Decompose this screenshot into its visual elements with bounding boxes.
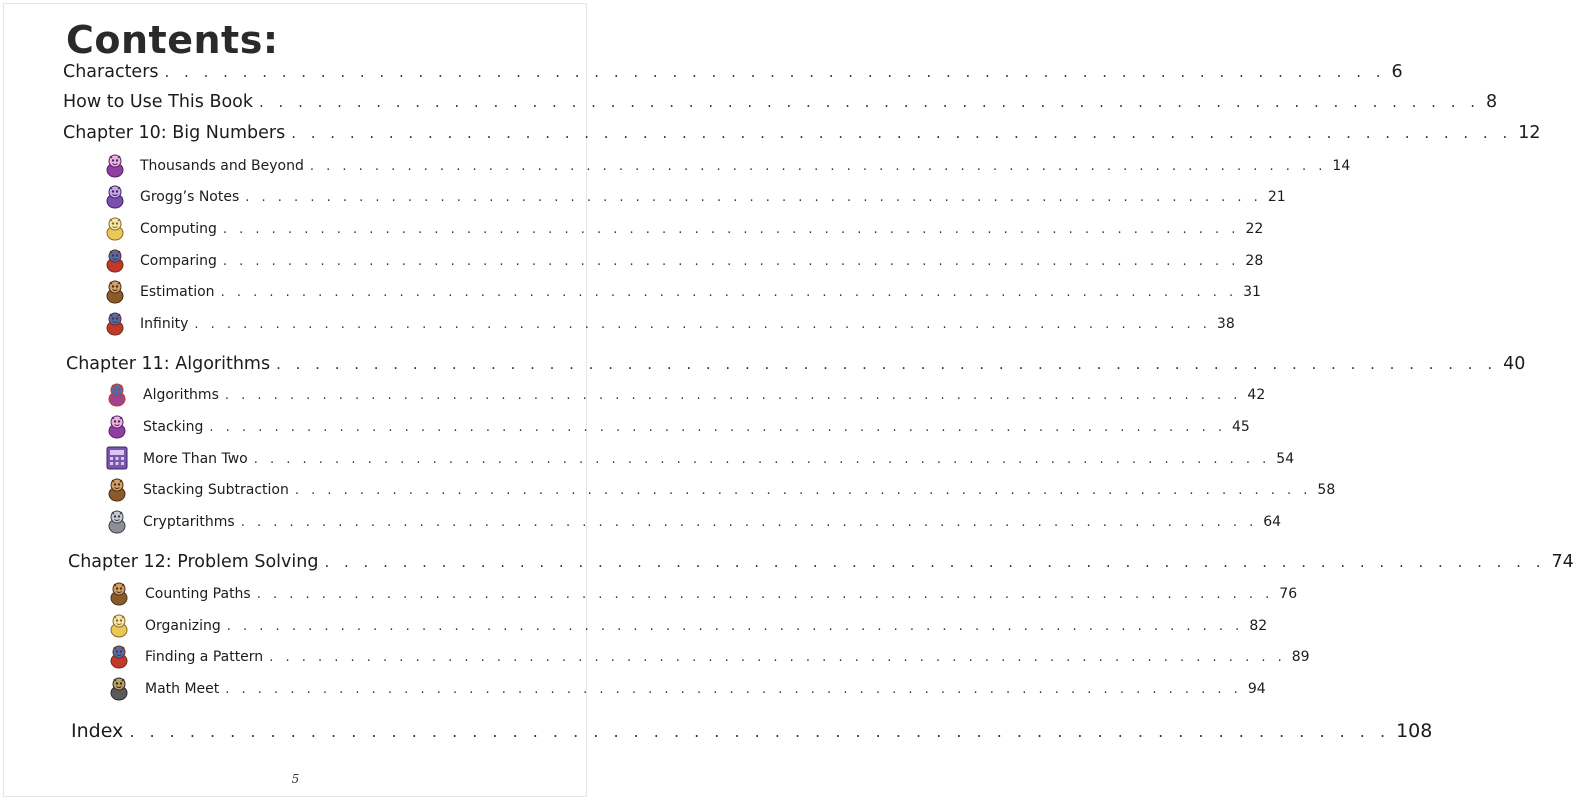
section-entry	[145, 649, 1310, 665]
leader-dots: . . . . . . . . . . . . . . . . . . . . . . . . . . . . . . . . . . . . . . . . . . . . . . . . . . . . . . . . . . . . . . .	[291, 124, 1513, 142]
leader-dots: . . . . . . . . . . . . . . . . . . . . . . . . . . . . . . . . . . . . . . . . . . . . . . . . . . . . . . . . . . . . . . .	[324, 553, 1546, 571]
section-entry	[140, 189, 1286, 205]
entry-label: Characters	[63, 62, 159, 82]
contents-title: Contents:	[66, 18, 279, 62]
section-entry	[145, 681, 1266, 697]
entry-page-number: 31	[1243, 284, 1261, 300]
entry-label: More Than Two	[143, 451, 248, 467]
monster-group-icon	[104, 381, 130, 407]
gray-creature-character-icon	[104, 508, 130, 534]
section-entry	[140, 284, 1261, 300]
toc-entry	[63, 62, 1403, 82]
brown-bear-character-icon	[106, 580, 132, 606]
section-entry	[143, 387, 1266, 403]
entry-page-number: 74	[1551, 552, 1574, 572]
entry-label: Comparing	[140, 253, 217, 269]
entry-page-number: 58	[1317, 482, 1336, 498]
section-entry	[143, 419, 1250, 435]
entry-page-number: 14	[1332, 158, 1351, 174]
entry-label: How to Use This Book	[63, 92, 254, 112]
section-entry	[140, 221, 1264, 237]
leader-dots: . . . . . . . . . . . . . . . . . . . . . . . . . . . . . . . . . . . . . . . . . . . . . . . . . . . . . . . . . . . . . . .	[222, 222, 1240, 237]
robot-character-icon	[106, 675, 132, 701]
entry-page-number: 45	[1231, 419, 1250, 435]
entry-page-number: 8	[1486, 92, 1498, 112]
section-entry	[140, 316, 1235, 332]
leader-dots: . . . . . . . . . . . . . . . . . . . . . . . . . . . . . . . . . . . . . . . . . . . . . . . . . . . . . . . . . . . . . . .	[222, 254, 1240, 269]
entry-page-number: 82	[1249, 618, 1268, 634]
leader-dots: . . . . . . . . . . . . . . . . . . . . . . . . . . . . . . . . . . . . . . . . . . . . . . . . . . . . . . . . . . . . . . .	[309, 159, 1327, 174]
leader-dots: . . . . . . . . . . . . . . . . . . . . . . . . . . . . . . . . . . . . . . . . . . . . . . . . . . . . . . . . . . . . . . .	[294, 483, 1312, 498]
entry-page-number: 108	[1396, 720, 1433, 742]
entry-label: Organizing	[145, 618, 221, 634]
leader-dots: . . . . . . . . . . . . . . . . . . . . . . . . . . . . . . . . . . . . . . . . . . . . . . . . . . . . . . . . . . . . . . .	[226, 619, 1244, 634]
entry-label: Thousands and Beyond	[140, 158, 304, 174]
leader-dots: . . . . . . . . . . . . . . . . . . . . . . . . . . . . . . . . . . . . . . . . . . . . . . . . . . . . . . . . . . . . . . .	[253, 452, 1271, 467]
leader-dots: . . . . . . . . . . . . . . . . . . . . . . . . . . . . . . . . . . . . . . . . . . . . . . . . . . . . . . . . . . . . . . .	[224, 388, 1242, 403]
chapter-entry	[68, 552, 1574, 572]
purple-calculator-icon	[104, 445, 130, 471]
entry-label: Index	[71, 720, 124, 742]
entry-label: Algorithms	[143, 387, 219, 403]
section-entry	[143, 482, 1336, 498]
entry-label: Estimation	[140, 284, 215, 300]
section-entry	[140, 253, 1264, 269]
leader-dots: . . . . . . . . . . . . . . . . . . . . . . . . . . . . . . . . . . . . . . . . . . . . . . . . . . . . . . . . . . . . . . .	[269, 650, 1286, 665]
entry-label: Chapter 11: Algorithms	[66, 354, 271, 374]
purple-girl-character-icon	[102, 152, 128, 178]
entry-page-number: 94	[1247, 681, 1266, 697]
entry-page-number: 89	[1291, 649, 1310, 665]
leader-dots: . . . . . . . . . . . . . . . . . . . . . . . . . . . . . . . . . . . . . . . . . . . . . . . . . . . . . . . . . . . . . . .	[276, 355, 1498, 373]
leader-dots: . . . . . . . . . . . . . . . . . . . . . . . . . . . . . . . . . . . . . . . . . . . . . . . . . . . . . . . . . . . . . . .	[194, 317, 1211, 332]
entry-label: Cryptarithms	[143, 514, 235, 530]
brown-bear-character-icon	[102, 278, 128, 304]
section-entry	[145, 586, 1298, 602]
red-blue-monsters-icon	[106, 643, 132, 669]
leader-dots: . . . . . . . . . . . . . . . . . . . . . . . . . . . . . . . . . . . . . . . . . . . . . . . . . . . . . . . . . . . . . . .	[240, 515, 1258, 530]
entry-page-number: 6	[1391, 62, 1403, 82]
leader-dots: . . . . . . . . . . . . . . . . . . . . . . . . . . . . . . . . . . . . . . . . . . . . . . . . . . . . . . . . . . . . . . .	[259, 93, 1481, 111]
leader-dots: . . . . . . . . . . . . . . . . . . . . . . . . . . . . . . . . . . . . . . . . . . . . . . . . . . . . . . . . . . . . . . .	[245, 190, 1262, 205]
entry-label: Counting Paths	[145, 586, 251, 602]
entry-label: Stacking Subtraction	[143, 482, 289, 498]
red-blue-monsters-icon	[102, 247, 128, 273]
entry-page-number: 64	[1263, 514, 1282, 530]
leader-dots: . . . . . . . . . . . . . . . . . . . . . . . . . . . . . . . . . . . . . . . . . . . . . . . . . . . . . . . . . . . . . . .	[209, 420, 1226, 435]
entry-label: Math Meet	[145, 681, 220, 697]
entry-page-number: 42	[1247, 387, 1266, 403]
entry-page-number: 54	[1276, 451, 1295, 467]
leader-dots: . . . . . . . . . . . . . . . . . . . . . . . . . . . . . . . . . . . . . . . . . . . . . . . . . . . . . . . . . . . . . . .	[256, 587, 1274, 602]
leader-dots: . . . . . . . . . . . . . . . . . . . . . . . . . . . . . . . . . . . . . . . . . . . . . . . . . . . . . . . . . . . . . . .	[220, 285, 1238, 300]
section-entry	[143, 514, 1282, 530]
purple-monster-character-icon	[102, 183, 128, 209]
entry-page-number: 22	[1245, 221, 1264, 237]
yellow-creature-character-icon	[102, 215, 128, 241]
entry-page-number: 76	[1279, 586, 1298, 602]
entry-page-number: 38	[1216, 316, 1235, 332]
entry-label: Infinity	[140, 316, 189, 332]
section-entry	[140, 158, 1351, 174]
yellow-creature-character-icon	[106, 612, 132, 638]
red-blue-monsters-icon	[102, 310, 128, 336]
chapter-entry	[66, 354, 1526, 374]
entry-label: Stacking	[143, 419, 204, 435]
leader-dots: . . . . . . . . . . . . . . . . . . . . . . . . . . . . . . . . . . . . . . . . . . . . . . . . . . . . . . . . . . . . . . .	[164, 63, 1386, 81]
leader-dots: . . . . . . . . . . . . . . . . . . . . . . . . . . . . . . . . . . . . . . . . . . . . . . . . . . . . . . . . . . . . . . .	[129, 722, 1391, 741]
entry-page-number: 28	[1245, 253, 1264, 269]
entry-label: Chapter 12: Problem Solving	[68, 552, 319, 572]
toc-entry	[63, 92, 1498, 112]
entry-page-number: 21	[1267, 189, 1286, 205]
entry-label: Computing	[140, 221, 217, 237]
section-entry	[145, 618, 1268, 634]
brown-bear-character-icon	[104, 476, 130, 502]
leader-dots: . . . . . . . . . . . . . . . . . . . . . . . . . . . . . . . . . . . . . . . . . . . . . . . . . . . . . . . . . . . . . . .	[225, 682, 1242, 697]
entry-label: Finding a Pattern	[145, 649, 264, 665]
section-entry	[143, 451, 1295, 467]
entry-page-number: 12	[1518, 123, 1541, 143]
page-number: 5	[291, 772, 300, 786]
purple-girl-character-icon	[104, 413, 130, 439]
entry-label: Chapter 10: Big Numbers	[63, 123, 286, 143]
entry-page-number: 40	[1503, 354, 1526, 374]
index-entry	[71, 720, 1433, 742]
chapter-entry	[63, 123, 1541, 143]
entry-label: Grogg’s Notes	[140, 189, 240, 205]
